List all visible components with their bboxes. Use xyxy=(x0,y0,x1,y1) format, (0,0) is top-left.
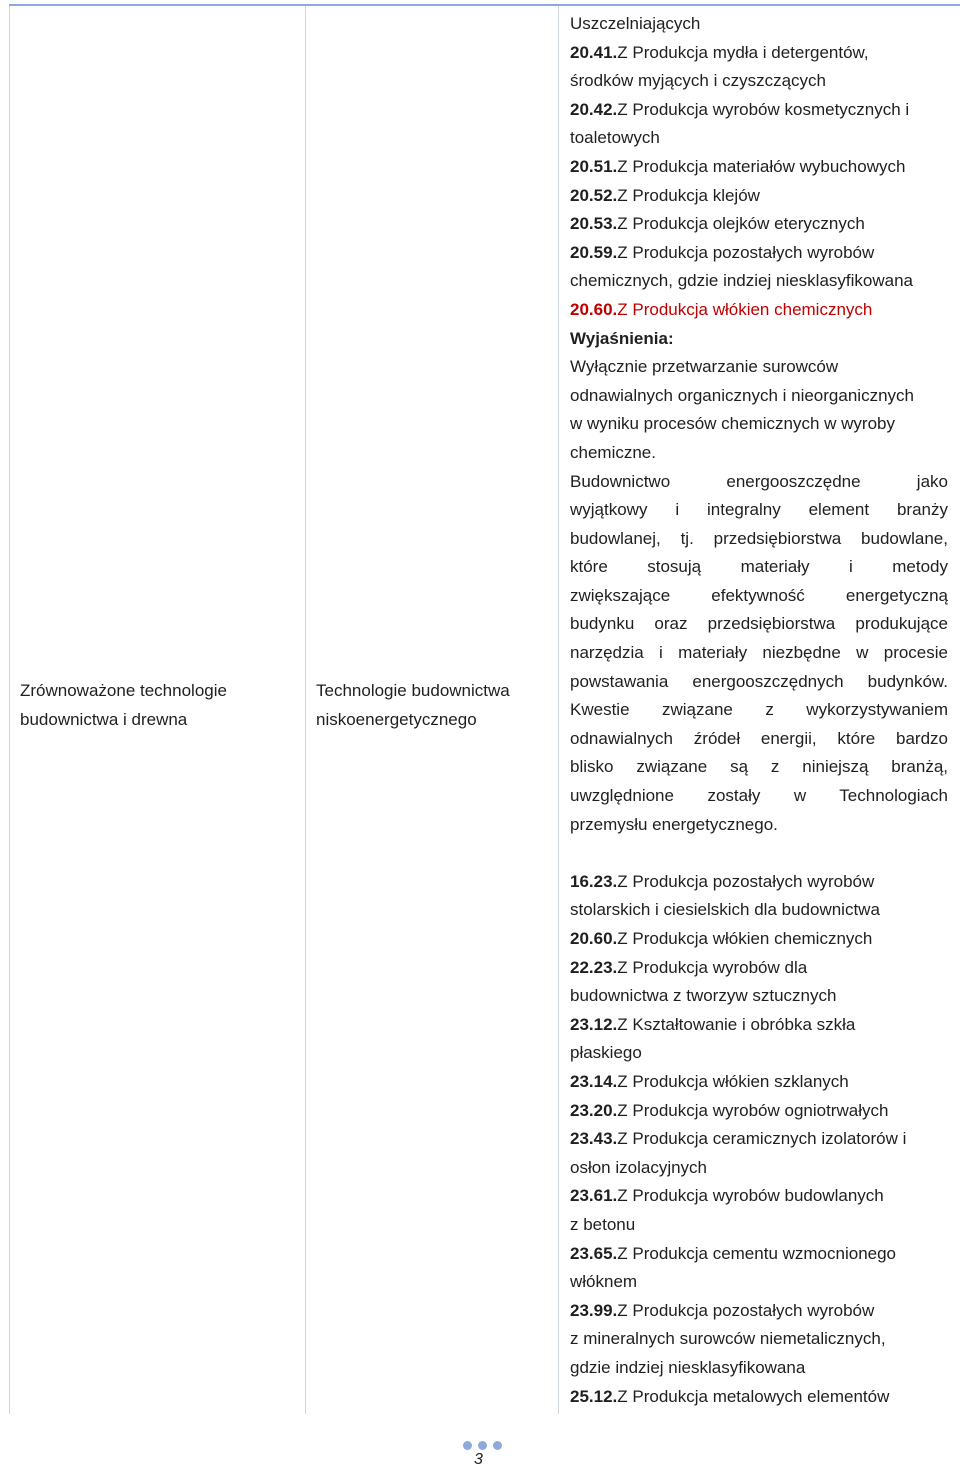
pkd-entry xyxy=(570,1240,948,1269)
pkd-description: Z Produkcja pozostałych wyrobów xyxy=(617,242,875,262)
dot-icon xyxy=(478,1441,487,1450)
pkd-code: 23.99. xyxy=(570,1300,618,1320)
pkd-description: Z Produkcja materiałów wybuchowych xyxy=(617,156,906,176)
pkd-code: 20.60. xyxy=(570,299,618,319)
description-line: przemysłu energetycznego. xyxy=(570,814,778,834)
pkd-entry xyxy=(570,39,948,68)
pkd-description: Z Produkcja włókien chemicznych xyxy=(617,929,873,948)
description-line: powstawania energooszczędnych budynków. xyxy=(570,671,948,691)
pkd-code: 20.59. xyxy=(570,242,618,262)
pkd-entry xyxy=(570,1011,948,1040)
pkd-code: 22.23. xyxy=(570,957,618,977)
pkd-code: 23.61. xyxy=(570,1186,618,1206)
description-line: uwzględnione zostały w Technologiach xyxy=(570,786,948,806)
pkd-entry xyxy=(570,96,948,125)
explanation-line: w wyniku procesów chemicznych w wyroby xyxy=(570,414,895,434)
description-line: blisko związane są z niniejszą branżą, xyxy=(570,757,948,777)
pkd-entry xyxy=(570,239,948,268)
pkd-entry xyxy=(570,1097,948,1126)
explanation-line: Wyłącznie przetwarzanie surowców xyxy=(570,357,839,377)
pkd-description: Z Produkcja ceramicznych izolatorów i xyxy=(617,1129,907,1149)
pkd-description-continued: gdzie indziej niesklasyfikowana xyxy=(570,1357,806,1377)
explanations-heading: Wyjaśnienia: xyxy=(570,328,674,348)
description-line: wyjątkowy i integralny element branży xyxy=(570,500,948,520)
pkd-description-continued: płaskiego xyxy=(570,1043,642,1063)
pkd-entry xyxy=(570,1182,948,1211)
pkd-description: Z Produkcja cementu wzmocnionego xyxy=(617,1243,897,1263)
page-dots-decoration xyxy=(463,1441,503,1451)
pkd-entry xyxy=(570,868,948,897)
pkd-entry xyxy=(570,1125,948,1154)
pkd-description-continued: chemicznych, gdzie indziej niesklasyfikowana xyxy=(570,271,913,291)
pkd-codes-content xyxy=(570,10,948,1411)
sector-description xyxy=(570,468,948,811)
pkd-description: Z Produkcja wyrobów budowlanych xyxy=(617,1186,884,1206)
pkd-description-continued: osłon izolacyjnych xyxy=(570,1157,708,1177)
explanations-text xyxy=(570,353,948,467)
pkd-description: Z Produkcja mydła i detergentów, xyxy=(617,42,869,62)
pkd-code: 25.12. xyxy=(570,1386,618,1406)
pkd-entry xyxy=(570,954,948,983)
pkd-code: 20.42. xyxy=(570,99,618,119)
description-line: budowlanej, tj. przedsiębiorstwa budowlane, xyxy=(570,528,948,548)
pkd-description: Z Produkcja włókien chemicznych xyxy=(617,299,873,319)
pkd-description: Z Produkcja pozostałych wyrobów xyxy=(617,1300,875,1320)
technology-name-line: niskoenergetycznego xyxy=(316,710,477,729)
sector-name-line: budownictwa i drewna xyxy=(20,710,188,729)
description-line: odnawialnych źródeł energii, które bardzo xyxy=(570,728,948,748)
pkd-description-continued: włóknem xyxy=(570,1272,638,1292)
description-line: Budownictwo energooszczędne jako xyxy=(570,471,948,491)
pkd-description-continued: z betonu xyxy=(570,1214,636,1234)
description-line: które stosują materiały i metody xyxy=(570,557,948,577)
sector-name-line: Zrównoważone technologie xyxy=(20,681,227,701)
pkd-description-continued: z mineralnych surowców niemetalicznych, xyxy=(570,1329,886,1349)
pkd-code: 20.52. xyxy=(570,185,618,205)
pkd-list-chemical xyxy=(570,39,948,296)
pkd-code: 20.51. xyxy=(570,156,618,176)
pkd-description: Z Produkcja wyrobów kosmetycznych i xyxy=(617,99,910,119)
dot-icon xyxy=(463,1441,472,1450)
description-line: budynku oraz przedsiębiorstwa produkujące xyxy=(570,614,948,634)
pkd-entry xyxy=(570,1383,948,1412)
pkd-code: 23.20. xyxy=(570,1100,618,1120)
pkd-description-continued: stolarskich i ciesielskich dla budownictwa xyxy=(570,900,880,920)
pkd-code: 23.12. xyxy=(570,1014,618,1034)
pkd-entry xyxy=(570,1068,948,1097)
description-line: narzędzia i materiały niezbędne w procesie xyxy=(570,643,948,663)
pkd-entry xyxy=(570,925,948,954)
pkd-code: 23.14. xyxy=(570,1071,618,1091)
table-row xyxy=(10,5,960,1414)
classification-table xyxy=(9,4,960,1414)
pkd-entry xyxy=(570,1297,948,1326)
intro-text: Uszczelniających xyxy=(570,14,701,33)
pkd-description-continued: środków myjących i czyszczących xyxy=(570,71,827,91)
pkd-code: 20.53. xyxy=(570,214,618,234)
pkd-description: Z Produkcja wyrobów ogniotrwałych xyxy=(617,1100,889,1120)
pkd-codes-cell xyxy=(559,5,960,1414)
dot-icon xyxy=(493,1441,502,1450)
pkd-code: 16.23. xyxy=(570,871,618,891)
pkd-entry xyxy=(570,182,948,211)
pkd-code: 20.41. xyxy=(570,42,618,62)
pkd-description-continued: toaletowych xyxy=(570,128,660,148)
pkd-description: Z Produkcja metalowych elementów xyxy=(617,1386,890,1406)
technology-name-line: Technologie budownictwa xyxy=(316,681,510,701)
pkd-entry xyxy=(570,210,948,239)
pkd-description: Z Produkcja olejków eterycznych xyxy=(617,214,865,234)
pkd-description: Z Kształtowanie i obróbka szkła xyxy=(617,1014,856,1034)
page-number: 3 xyxy=(474,1451,483,1468)
pkd-description-continued: budownictwa z tworzyw sztucznych xyxy=(570,986,837,1006)
explanation-line: chemiczne. xyxy=(570,442,656,462)
description-line: zwiększające efektywność energetyczną xyxy=(570,585,948,605)
pkd-description: Z Produkcja włókien szklanych xyxy=(617,1071,849,1091)
pkd-code: 20.60. xyxy=(570,929,618,948)
pkd-code: 23.43. xyxy=(570,1129,618,1149)
technology-cell xyxy=(306,5,559,1414)
explanation-line: odnawialnych organicznych i nieorganicznych xyxy=(570,385,914,405)
pkd-description: Z Produkcja klejów xyxy=(617,185,760,205)
sector-cell xyxy=(10,5,306,1414)
description-line: Kwestie związane z wykorzystywaniem xyxy=(570,700,948,720)
pkd-list-construction xyxy=(570,868,948,1411)
pkd-entry xyxy=(570,153,948,182)
highlight-pkd-entry xyxy=(570,296,948,325)
pkd-code: 23.65. xyxy=(570,1243,618,1263)
pkd-description: Z Produkcja pozostałych wyrobów xyxy=(617,871,875,891)
pkd-description: Z Produkcja wyrobów dla xyxy=(617,957,808,977)
